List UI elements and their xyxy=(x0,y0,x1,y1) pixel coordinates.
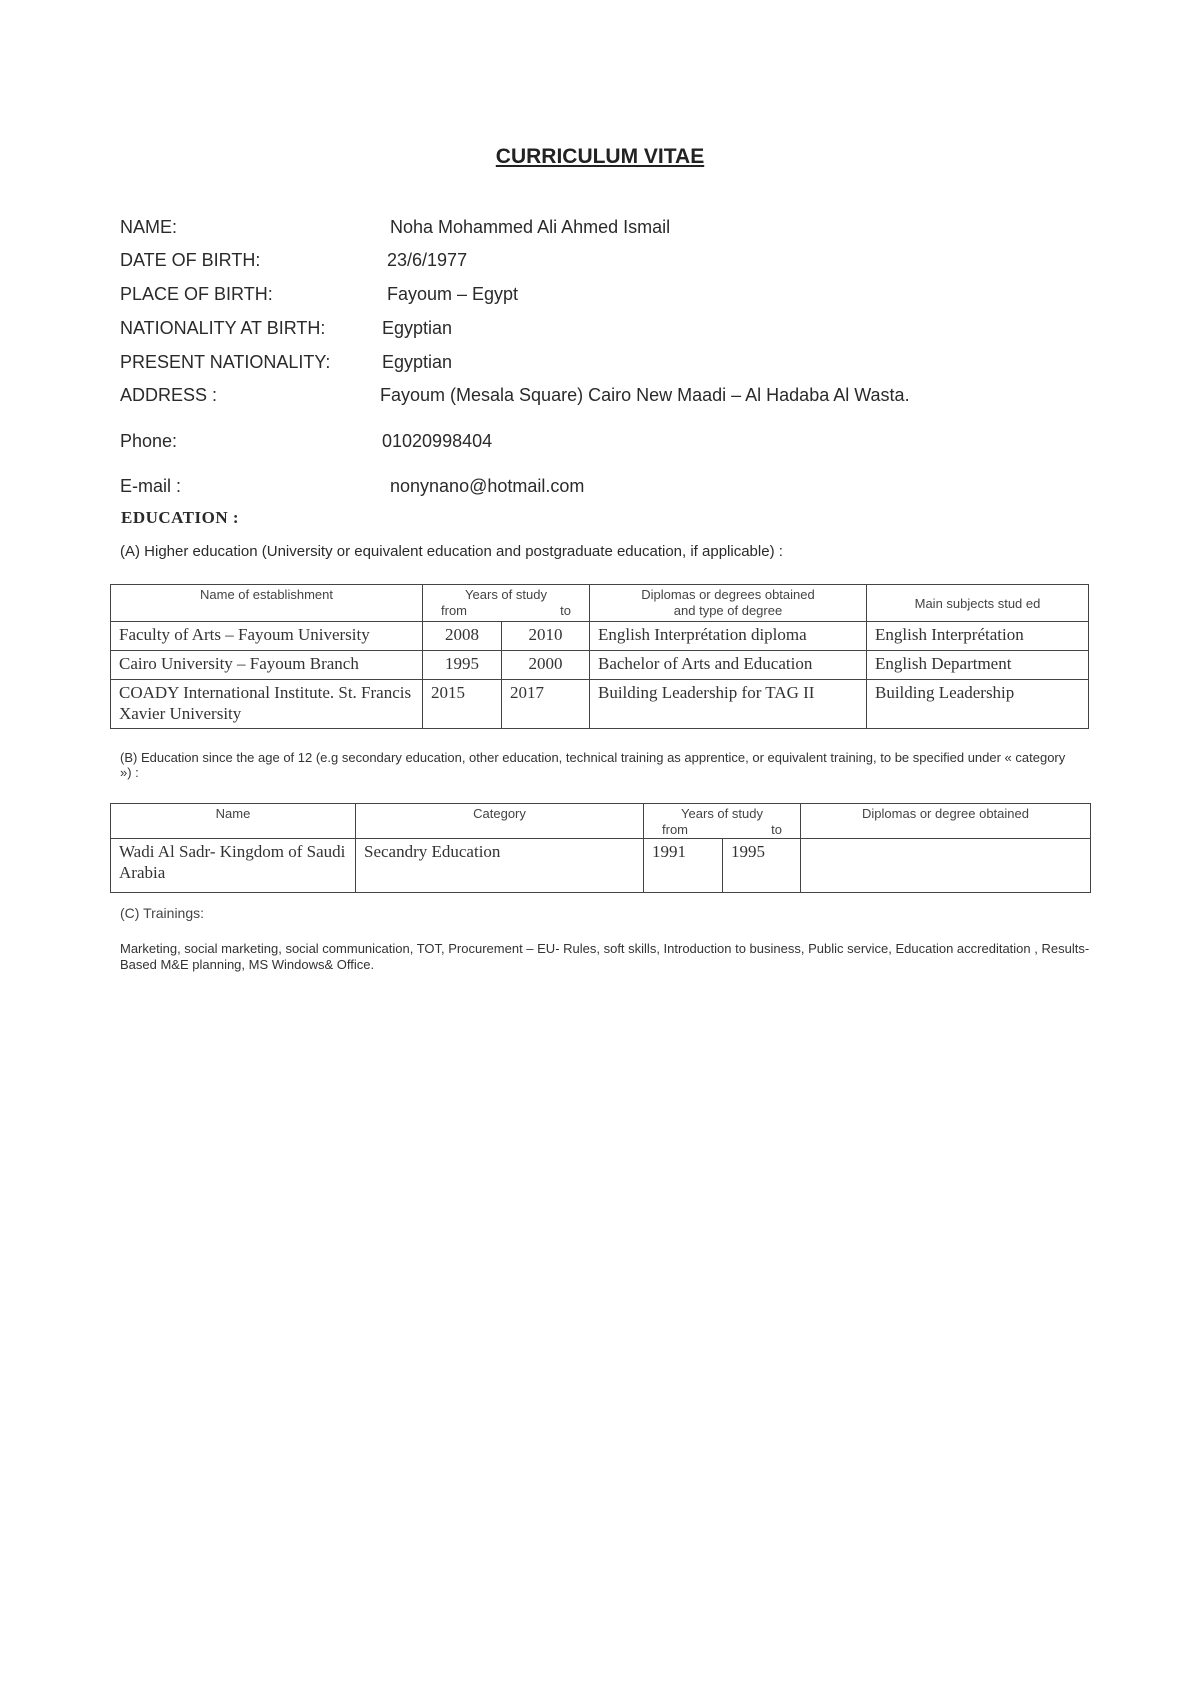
from-label: from xyxy=(441,603,467,618)
higher-education-caption: (A) Higher education (University or equivalent education and postgraduate education, if applicable) : xyxy=(120,543,783,560)
name-header: Name xyxy=(111,804,356,839)
subjects-header: Main subjects stud ed xyxy=(867,585,1089,622)
present-nationality-row xyxy=(120,352,1120,376)
to-label: to xyxy=(560,603,571,618)
trainings-text: Marketing, social marketing, social communication, TOT, Procurement – EU- Rules, soft skills, Introduction to business, Public service, Education accreditation , Results- Based M&E planning, MS Windows& Office. xyxy=(120,941,1090,972)
table-row xyxy=(111,622,1089,651)
diploma-cell: English Interprétation diploma xyxy=(590,622,867,651)
document-title: CURRICULUM VITAE xyxy=(495,145,705,168)
nationality-birth-value: Egyptian xyxy=(382,318,453,338)
from-cell: 2015 xyxy=(423,680,502,729)
table-row xyxy=(111,680,1089,729)
establishment-header: Name of establishment xyxy=(111,585,423,622)
higher-education-header-row xyxy=(111,585,1089,622)
category-cell: Secandry Education xyxy=(356,839,644,893)
name-value: Noha Mohammed Ali Ahmed Ismail xyxy=(390,217,671,237)
subjects-cell: Building Leadership xyxy=(867,680,1089,729)
table-row xyxy=(111,651,1089,680)
name-row xyxy=(120,217,1120,241)
to-cell: 1995 xyxy=(723,839,801,893)
years-of-study-label: Years of study xyxy=(465,587,547,602)
name-label: NAME: xyxy=(120,217,178,237)
to-cell: 2017 xyxy=(502,680,590,729)
nationality-birth-label: NATIONALITY AT BIRTH: xyxy=(120,318,326,338)
table-row xyxy=(111,839,1091,893)
diplomas-header: Diplomas or degree obtained xyxy=(801,804,1091,839)
diplomas-header xyxy=(590,585,867,622)
dob-label: DATE OF BIRTH: xyxy=(120,250,261,270)
address-row xyxy=(120,385,1120,409)
to-cell: 2000 xyxy=(502,651,590,680)
dob-row xyxy=(120,250,1120,274)
secondary-education-header-row xyxy=(111,804,1091,839)
address-label: ADDRESS : xyxy=(120,385,218,405)
diploma-cell xyxy=(801,839,1091,893)
years-header xyxy=(423,585,590,622)
email-row xyxy=(120,476,1120,500)
trainings-caption: (C) Trainings: xyxy=(120,905,205,921)
from-cell: 1995 xyxy=(423,651,502,680)
establishment-cell: COADY International Institute. St. Francis Xavier University xyxy=(111,680,423,729)
establishment-cell: Faculty of Arts – Fayoum University xyxy=(111,622,423,651)
higher-education-table xyxy=(110,584,1089,729)
diploma-cell: Bachelor of Arts and Education xyxy=(590,651,867,680)
secondary-education-caption: (B) Education since the age of 12 (e.g secondary education, other education, technical training as apprentice, or equivalent training, to be specified under « category ») : xyxy=(120,750,1066,780)
phone-row xyxy=(120,431,1120,455)
address-value: Fayoum (Mesala Square) Cairo New Maadi – Al Hadaba Al Wasta. xyxy=(380,385,910,405)
diploma-cell: Building Leadership for TAG II xyxy=(590,680,867,729)
education-heading: EDUCATION : xyxy=(121,508,240,527)
nationality-birth-row xyxy=(120,318,1120,342)
to-cell: 2010 xyxy=(502,622,590,651)
subjects-cell: English Interprétation xyxy=(867,622,1089,651)
present-nationality-label: PRESENT NATIONALITY: xyxy=(120,352,331,372)
name-cell: Wadi Al Sadr- Kingdom of Saudi Arabia xyxy=(111,839,356,893)
present-nationality-value: Egyptian xyxy=(382,352,453,372)
years-of-study-label: Years of study xyxy=(681,806,763,821)
phone-label: Phone: xyxy=(120,431,178,451)
secondary-education-table xyxy=(110,803,1091,893)
diplomas-header-line1: Diplomas or degrees obtained xyxy=(641,587,815,602)
pob-value: Fayoum – Egypt xyxy=(387,284,519,304)
email-value: nonynano@hotmail.com xyxy=(390,476,585,496)
category-header: Category xyxy=(356,804,644,839)
pob-label: PLACE OF BIRTH: xyxy=(120,284,273,304)
from-cell: 2008 xyxy=(423,622,502,651)
from-cell: 1991 xyxy=(644,839,723,893)
to-label: to xyxy=(771,822,782,837)
phone-value: 01020998404 xyxy=(382,431,493,451)
from-label: from xyxy=(662,822,688,837)
diplomas-header-line2: and type of degree xyxy=(673,603,783,618)
pob-row xyxy=(120,284,1120,308)
years-header xyxy=(644,804,801,839)
dob-value: 23/6/1977 xyxy=(387,250,468,270)
subjects-cell: English Department xyxy=(867,651,1089,680)
establishment-cell: Cairo University – Fayoum Branch xyxy=(111,651,423,680)
email-label: E-mail : xyxy=(120,476,182,496)
